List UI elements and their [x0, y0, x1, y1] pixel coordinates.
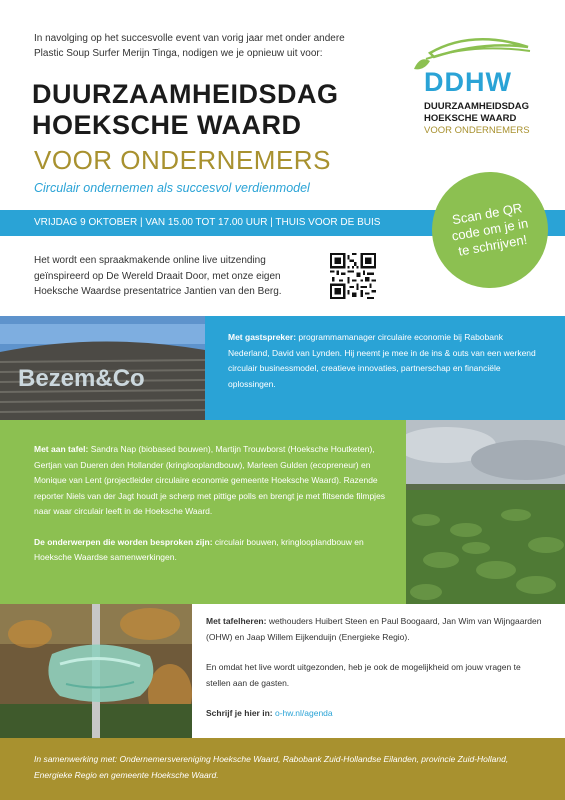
intro-line-1: In navolging op het succesvolle event van vorig jaar met onder andere — [34, 33, 345, 44]
tafelheren-block — [206, 614, 546, 722]
logo-line-3: VOOR ONDERNEMERS — [424, 125, 530, 136]
live-line-1: Het wordt een spraakmakende online live uitzending — [34, 255, 266, 266]
qr-code-icon[interactable] — [330, 253, 376, 299]
building-sign-text: Bezem&Co — [18, 365, 145, 392]
gastspreker-body: programmamanager circulaire economie bij Rabobank Nederland, David van Lynden. Hij neemt je mee in de ins & outs van een werkend circulair businessmodel, creatieve innovaties, partnerschap en financiële oplossingen. — [228, 332, 536, 389]
title-line-2: HOEKSCHE WAARD — [32, 110, 302, 140]
intro-line-2: Plastic Soup Surfer Merijn Tinga, nodigen we je opnieuw uit voor: — [34, 48, 323, 59]
live-line-2: geïnspireerd op De Wereld Draait Door, met onze eigen — [34, 270, 281, 282]
live-note: En omdat het live wordt uitgezonden, heb je ook de mogelijkheid om jouw vragen te stellen aan de gasten. — [206, 662, 521, 688]
logo-line-1: DUURZAAMHEIDSDAG — [424, 101, 530, 112]
tagline: Circulair ondernemen als succesvol verdienmodel — [34, 181, 310, 195]
aan-tafel-label: Met aan tafel: — [34, 444, 89, 454]
field-photo — [406, 420, 565, 604]
page-title — [32, 79, 339, 141]
tafelheren-paragraph — [206, 614, 546, 645]
onderwerpen-label: De onderwerpen die worden besproken zijn: — [34, 536, 213, 547]
tafelheren-label: Met tafelheren: — [206, 616, 267, 626]
signup-link[interactable]: o-hw.nl/agenda — [274, 708, 333, 718]
event-details: VRIJDAG 9 OKTOBER | VAN 15.00 TOT 17.00 UUR | THUIS VOOR DE BUIS — [34, 217, 381, 228]
signup-paragraph — [206, 706, 546, 722]
live-line-3: Hoeksche Waardse presentatrice Jantien van den Berg. — [34, 286, 282, 297]
tafelheren-body: wethouders Huibert Steen en Paul Boogaard, Jan Wim van Wijngaarden (OHW) en Jaap Willem Eijkenduijn (Energieke Regio). — [206, 616, 542, 642]
signup-label: Schrijf je hier in: — [206, 708, 273, 718]
onderwerpen-paragraph — [34, 535, 386, 566]
page-subtitle: VOOR ONDERNEMERS — [34, 145, 331, 175]
aan-tafel-text — [34, 442, 386, 566]
gastspreker-text — [228, 330, 538, 392]
logo-line-2: HOEKSCHE WAARD — [424, 113, 517, 124]
footer-text: In samenwerking met: Ondernemersvereniging Hoeksche Waard, Rabobank Zuid-Hollandse Eilanden, provincie Zuid-Holland, Energieke Regio en gemeente Hoeksche Waard. — [34, 754, 509, 780]
onderwerpen-body: circulair bouwen, kringlooplandbouw en Hoeksche Waardse samenwerkingen. — [34, 536, 364, 562]
live-description — [34, 253, 316, 300]
plastic-bag-photo — [0, 604, 192, 738]
building-photo — [0, 316, 205, 420]
gastspreker-label: Met gastspreker: — [228, 332, 297, 342]
badge-text: Scan de QR code om je in te schrijven! — [450, 200, 530, 259]
aan-tafel-paragraph — [34, 442, 386, 520]
intro-text — [34, 31, 384, 61]
aan-tafel-body: Sandra Nap (biobased bouwen), Martijn Trouwborst (Hoeksche Houtketen), Gertjan van Dueren den Hollander (kringlooplandbouw), Marleen Gulden (ecopreneur) en Monique van Lent (projectleider circulaire economie gemeente Hoeksche Waard). Razende reporter Niels van der Jagt houdt je scherp met pittige polls en brengt je met flitsende filmpjes naar waar circulair leeft in de Hoeksche Waard. — [34, 444, 386, 516]
qr-badge — [423, 163, 557, 297]
title-line-1: DUURZAAMHEIDSDAG — [32, 79, 339, 109]
logo-letters: DDHW — [424, 67, 512, 97]
